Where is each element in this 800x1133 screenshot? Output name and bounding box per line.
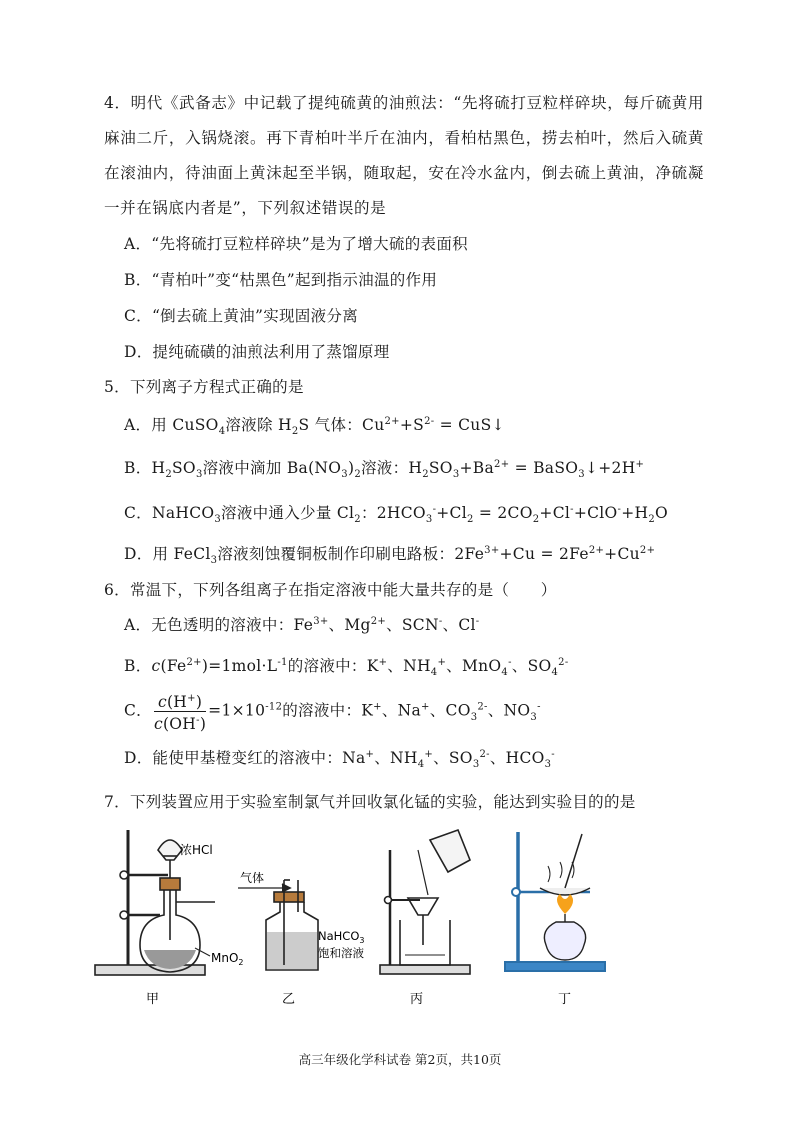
- label-jia: 甲: [146, 992, 160, 1007]
- question-7-stem: 7．下列装置应用于实验室制氯气并回收氯化锰的实验，能达到实验目的的是: [104, 793, 636, 811]
- ding-alcohol-lamp: [544, 922, 585, 960]
- question-6-stem: 6．常温下，下列各组离子在指定溶液中能大量共存的是（ ）: [104, 581, 557, 599]
- question-4-option-a: A．“先将硫打豆粒样碎块”是为了增大硫的表面积: [124, 235, 468, 253]
- label-saturated: 饱和溶液: [318, 946, 364, 960]
- label-ding: 丁: [558, 992, 572, 1007]
- label-yi: 乙: [282, 992, 296, 1007]
- question-4-option-b: B．“青柏叶”变“枯黑色”起到指示油温的作用: [124, 271, 438, 289]
- hydrogen-hydroxide-ratio: $\frac{c(H^+)}{c(OH^-)}$: [154, 690, 206, 733]
- question-4-option-c: C．“倒去硫上黄油”实现固液分离: [124, 307, 359, 325]
- apparatus-yi: [238, 880, 318, 970]
- label-gas: 气体: [240, 871, 265, 885]
- label-nahco3: NaHCO$_3$: [318, 929, 365, 945]
- question-6-option-a: A．无色透明的溶液中：$Fe^{3+}$、$Mg^{2+}$、SCN-、Cl-: [124, 615, 480, 634]
- jia-stopper: [160, 878, 180, 890]
- yi-stopper: [274, 892, 304, 902]
- page-footer: 高三年级化学科试卷 第2页，共10页: [298, 1052, 502, 1067]
- apparatus-bing: [380, 830, 470, 974]
- question-6-option-c: C． $\frac{c(H^+)}{c(OH^-)}$ $=1\times 10^{-12}$的溶液中：K+、Na+、$CO_3^{2-}$、$NO_3^-$: [124, 690, 541, 733]
- jia-separatory-funnel: [158, 840, 182, 860]
- question-6-option-d: D．能使甲基橙变红的溶液中：Na+、$NH_4^+$、$SO_3^{2-}$、$HCO_3^-$: [124, 748, 555, 771]
- question-5-option-b: B．$H_2SO_3$溶液中滴加 $Ba(NO_3)_2$溶液：$H_2SO_3+Ba^{2+}$ = BaSO$_3$↓+2H+: [124, 458, 645, 481]
- question-5-option-a: A．用 CuSO$_4$溶液除 $H_2S$ 气体：$Cu^{2+}+S^{2-}$ = CuS↓: [124, 415, 505, 438]
- label-bing: 丙: [410, 992, 424, 1007]
- question-5-option-c: C．NaHCO$_3$溶液中通入少量 $Cl_2$：$2HCO_3^-+Cl_2 = 2CO_2+Cl^-+ClO^-+H_2O$: [124, 503, 669, 526]
- apparatus-figure: [0, 820, 800, 1020]
- question-6-option-b: B．$c(Fe^{2+})=1mol\cdot L^{-1}$的溶液中：K+、$NH_4^+$、MnO$_4$-、$SO_4^{2-}$: [124, 656, 569, 679]
- question-5-stem: 5．下列离子方程式正确的是: [104, 378, 304, 396]
- question-4-option-d: D．提纯硫磺的油煎法利用了蒸馏原理: [124, 343, 390, 361]
- question-5-option-d: D．用 FeCl$_3$溶液刻蚀覆铜板制作印刷电路板：$2Fe^{3+}+Cu = 2Fe^{2+}+Cu^{2+}$: [124, 544, 656, 567]
- label-hcl: 浓HCl: [180, 843, 213, 857]
- ding-glass-rod: [565, 834, 582, 888]
- label-mno2: MnO$_2$: [211, 951, 244, 967]
- question-4-stem: 4．明代《武备志》中记载了提纯硫黄的油煎法：“先将硫打豆粒样碎块，每斤硫黄用麻油二斤，入锅烧滚。再下青柏叶半斤在油内，看柏枯黑色，捞去柏叶，然后入硫黄在滚油内，待油面上黄沫起至半锅，随取起，安在冷水盆内，倒去硫上黄油，净硫凝一并在锅底内者是”，下列叙述错误的是: [104, 94, 704, 217]
- ding-evaporating-dish: [540, 888, 590, 895]
- ding-flame: [557, 894, 573, 914]
- bing-pouring-beaker: [430, 830, 470, 872]
- yi-liquid: [267, 932, 317, 969]
